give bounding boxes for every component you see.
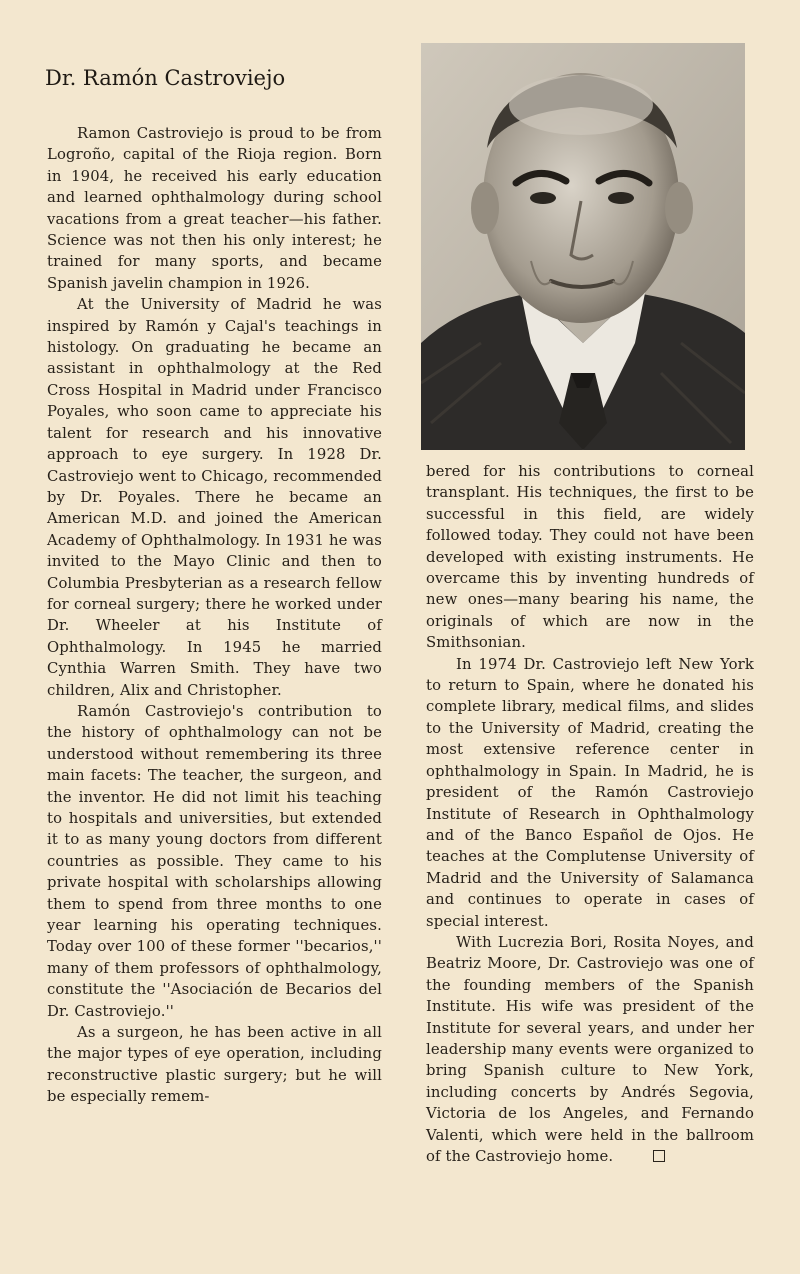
paragraph-1: Ramon Castroviejo is proud to be from Logroño, capital of the Rioja region. Born in 1904, he received his early education and learned ophthalmology during school vacations from a great teacher—his father. Science was not then his only interest; he trained for many sports, and became Spanish javelin champion in 1926.: [47, 125, 382, 292]
paragraph-6-text: With Lucrezia Bori, Rosita Noyes, and Beatriz Moore, Dr. Castroviejo was one of the founding members of the Spanish Institute. His wife was president of the Institute for several years, and under her leadership many events were organized to bring Spanish culture to New York, including concerts by Andrés Segovia, Victoria de los Angeles, and Fernando Valenti, which were held in the ballroom of the Castroviejo home.: [426, 933, 754, 1165]
paragraph-6: [426, 932, 754, 1167]
paragraph-3: Ramón Castroviejo's contribution to the history of ophthalmology can not be understood without remembering its three main facets: The teacher, the surgeon, and the inventor. He did not limit his teaching to hospitals and universities, but extended it to as many young doctors from different countries as possible. They came to his private hospital with scholarships allowing them to spend from three months to one year learning his operating techniques. Today over 100 of these former ''becarios,'' many of them professors of ophthalmology, constitute the ''Asociación de Becarios del Dr. Castroviejo.'': [47, 702, 382, 1020]
portrait-photo: [421, 43, 745, 450]
article-title: Dr. Ramón Castroviejo: [45, 66, 286, 90]
paragraph-2: At the University of Madrid he was inspired by Ramón y Cajal's teachings in histology. On graduating he became an assistant in ophthalmology at the Red Cross Hospital in Madrid under Francisco Poyales, who soon came to appreciate his talent for research and his innovative approach to eye surgery. In 1928 Dr. Castroviejo went to Chicago, recommended by Dr. Poyales. There he became an American M.D. and joined the American Academy of Ophthalmology. In 1931 he was invited to the Mayo Clinic and then to Columbia Presbyterian as a research fellow for corneal surgery; there he worked under Dr. Wheeler at his Institute of Ophthalmology. In 1945 he married Cynthia Warren Smith. They have two children, Alix and Christopher.: [47, 296, 382, 699]
paragraph-5: In 1974 Dr. Castroviejo left New York to return to Spain, where he donated his complete library, medical films, and slides to the University of Madrid, creating the most extensive reference center in ophthalmology in Spain. In Madrid, he is president of the Ramón Castroviejo Institute of Research in Ophthalmology and of the Banco Español de Ojos. He teaches at the Complutense University of Madrid and the University of Salamanca and continues to operate in cases of special interest.: [426, 655, 754, 930]
paragraph-4-continued: bered for his contributions to corneal transplant. His techniques, the first to be successful in this field, are widely followed today. They could not have been developed with existing instruments. He overcame this by inventing hundreds of new ones—many bearing his name, the originals of which are now in the Smithsonian.: [426, 463, 754, 652]
paragraph-4: As a surgeon, he has been active in all the major types of eye operation, including reconstructive plastic surgery; but he will be especially remem-: [47, 1024, 382, 1106]
left-column: [47, 123, 382, 1108]
end-of-article-icon: [653, 1150, 665, 1162]
right-column: [426, 461, 754, 1167]
